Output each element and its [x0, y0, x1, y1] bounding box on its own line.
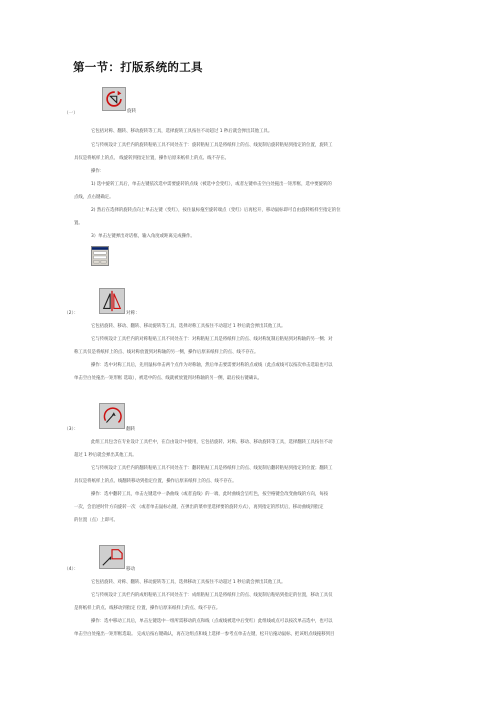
section-1-label: （一）: [64, 111, 78, 116]
paragraph: 它与传统设计工具栏内的对称粘贴工具不同处在于：对称粘贴工具是将纸样上的点、线对称复制后粘贴到对称轴的另一侧；对: [91, 337, 333, 342]
paragraph: 一次，会沿逆时针方向旋转一次 （或者单击鼠标右键，在弹出的菜单里选择要的旋转方式），再到指定的形状后，移动曲线到指定: [74, 505, 324, 510]
paragraph: 它与传统设计工具栏内的旋转粘贴工具不同处在于：旋转粘贴工具是将纸样上的点、线复制后旋转粘贴到指定的位置，旋转工: [91, 143, 333, 148]
paragraph: 操作：选中对称工具后，先用鼠标单击两个点作为对称轴，然后单击要需要对称的点或线（此点或线可以按次单击选取也可以: [91, 363, 333, 368]
paragraph: 它包括旋转、对称、翻转、移动旋转等工具，选择移动工具按住不动超过 1 秒后就会弹出其他工具。: [91, 580, 286, 585]
paragraph: 单击空白处拖出一矩形框选取。 完成后按右键确认，再在这组点和线上选择一参考点单击左键，松开后拖动鼠标，把该组点线拖移到目: [74, 632, 335, 637]
paragraph: 是将纸样上的点、线移动到指定 位置，操作后原来纸样上的点、线不存在。: [74, 606, 221, 611]
paragraph: 点线，点右键确定。: [74, 195, 114, 200]
paragraph: 具仅是将纸样上的点、线翻转移动到指定位置，操作后原来纸样上的点、线不存在。: [74, 479, 237, 484]
section-4-label: （4）：: [64, 567, 79, 572]
rotate-dialog-screenshot: [91, 246, 109, 266]
section-1-tool-name: 旋转: [127, 109, 137, 114]
section-3-tool-name: 翻转: [126, 427, 136, 432]
page-title: 第一节：打版系统的工具: [73, 60, 203, 74]
section-2-tool-name: 对称：: [126, 311, 140, 316]
paragraph: 它包括对称、翻转、移动旋转等工具，选择旋转工具按住不动超过 1 秒后就会弹出其他工具。: [91, 129, 273, 134]
paragraph: 它包括旋转、移动、翻转、移动旋转等工具，选择对称工具按住不动超过 1 秒后就会弹出其他工具。: [91, 324, 286, 329]
symmetry-tool-icon: [99, 288, 125, 314]
section-3-label: （3）：: [64, 427, 79, 432]
flip-tool-icon: [99, 403, 125, 429]
paragraph: 操作：: [91, 169, 105, 174]
section-4-tool-name: 移动: [126, 567, 136, 572]
paragraph: 操作：选中翻转工具，单击左键选中一条曲线（或者直线）的一端，此时曲线会呈红色，按空格键会改变曲线的方向，每按: [91, 492, 329, 497]
paragraph: 称工具仅是将纸样上的点、线对称放置到对称轴的另一侧，操作后原来纸样上的点、线不存在。: [74, 350, 259, 355]
paragraph: 置。: [74, 221, 83, 226]
paragraph: 操作：选中移动工具后，单击左键选中一组所需移动的点和线（点或线被选中后变红）此组线或点可以按次单击选中，也可以: [91, 619, 333, 624]
paragraph: 具仅是将纸样上的点、 线旋转到指定位置，操作后原来纸样上的点、线不存在。: [74, 156, 230, 161]
paragraph: 它与传统设计工具栏内的翻转粘贴工具不同处在于：翻转粘贴工具是将纸样上的点、线复制后翻转粘贴到指定的位置；翻转工: [91, 466, 333, 471]
paragraph: 2) 然后在选择的旋转点向上单击左键（变红），按住鼠标拖至旋转端点（变红）后再松开，移动鼠标即可自由旋转纸样至指定的位: [91, 208, 341, 213]
paragraph: 超过 1 秒后就会弹出其他工具。: [74, 453, 137, 458]
rotate-tool-icon: [102, 87, 126, 111]
paragraph: 3）单击左键弹出对话框，输入角度或距离完成操作。: [91, 234, 195, 239]
paragraph: 单击空白处拖出一矩形框 选取），被选中的点、线就被放置到对称轴的另一侧，最后按右键确认。: [74, 376, 262, 381]
paragraph: 的位置（点）上即可。: [74, 518, 118, 523]
paragraph: 1) 选中旋转工具后，单击左键依次选中需要旋转的点线（被选中会变红），或者左键单击空白处拖出一矩形框，选中要旋转的: [91, 182, 332, 187]
paragraph: 此组工具包含在专业设计工具栏中，在自由设计中使用，它包括旋转、对称、移动、移动旋转等工具，选择翻转工具按住不动: [91, 440, 333, 445]
move-tool-icon: [99, 545, 125, 569]
section-2-label: （2）：: [64, 311, 79, 316]
paragraph: 它与传统设计工具栏内的成组粘贴工具不同处在于：成组粘贴工具是将纸样上的点、线复制后粘贴到指定的位置，移动工具仅: [91, 593, 333, 598]
